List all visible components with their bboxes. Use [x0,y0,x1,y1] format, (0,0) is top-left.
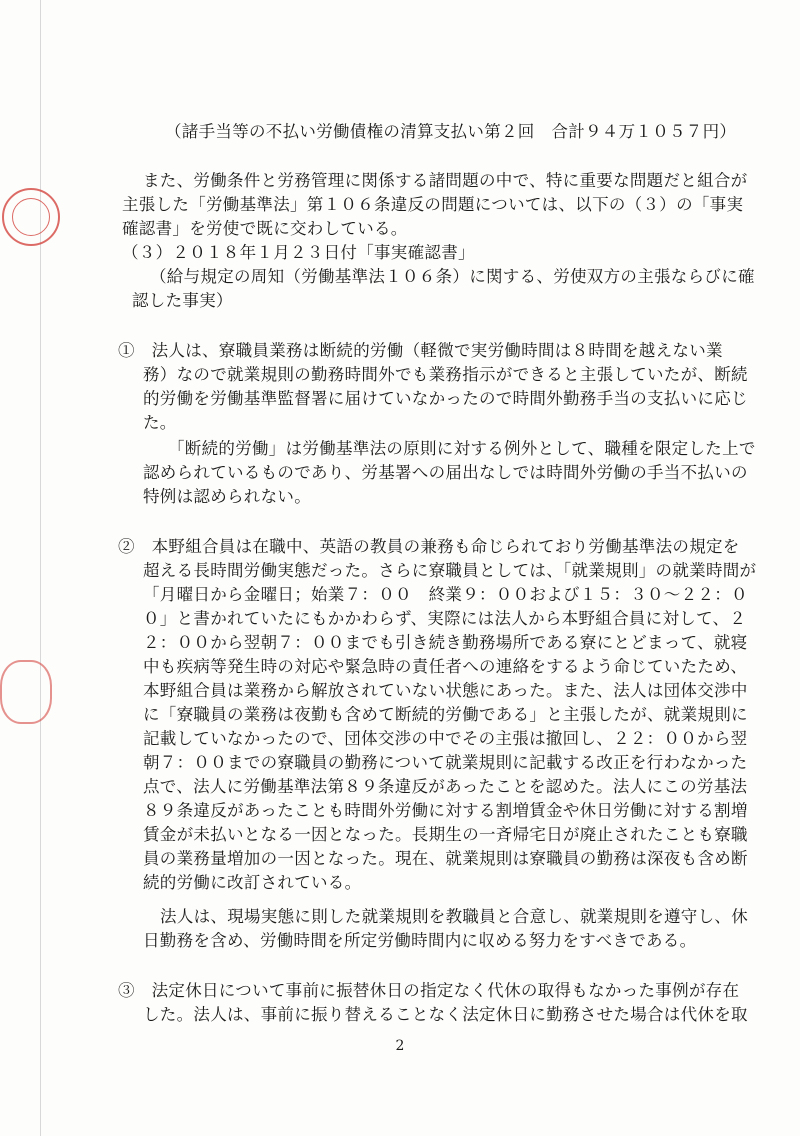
binding-margin-line [40,0,41,1136]
section-subtitle: （給与規定の周知（労働基準法１０６条）に関する、労使双方の主張ならびに確 [150,267,755,286]
item-2-line: 朝７：００までの寮職員の勤務について就業規則に記載する改正を行わなかった [143,753,748,772]
item-2-line: 超える長時間労働実態だった。さらに寮職員としては、「就業規則」の就業時間が [143,561,757,580]
item-2-line: 法人は、現場実態に則した就業規則を教職員と合意し、就業規則を遵守し、休 [160,907,748,926]
item-2-line: 続的労働に改訂されている。 [143,873,362,892]
item-2-line: ０」と書かれていたにもかかわらず、実際には法人から本野組合員に対して、２ [143,609,747,628]
item-2-line: 賃金が未払いとなる一因となった。長期生の一斉帰宅日が廃止されたことも寮職 [143,825,748,844]
item-2-line: 記載していなかったので、団体交渉の中でその主張は撤回し、２２：００から翌 [143,729,748,748]
item-2-line: に「寮職員の業務は夜勤も含めて断続的労働である」と主張したが、就業規則に [143,705,748,724]
body-line: また、労働条件と労務管理に関係する諸問題の中で、特に重要な問題だと組合が [143,171,748,190]
item-1-line: 認められているものであり、労基署への届出なしでは時間外労働の手当不払いの [143,463,748,482]
red-seal-stamp [2,188,60,246]
item-1-line: 「断続的労働」は労働基準法の原則に対する例外として、職種を限定した上で [168,439,756,458]
item-1-line: た。 [143,413,177,432]
section-subtitle: 認した事実） [132,291,233,310]
item-2-line: ２：００から翌朝７：００までも引き続き勤務場所である寮にとどまって、就寝 [143,633,748,652]
item-1-line: ① 法人は、寮職員業務は断続的労働（軽微で実労働時間は８時間を越えない業 [118,341,723,360]
faded-seal-stamp [0,660,52,724]
item-2-line: 「月曜日から金曜日；始業７：００ 終業９：００および１５：３０～２２：０ [143,585,748,604]
item-2-line: ② 本野組合員は在職中、英語の教員の兼務も命じられており労働基準法の規定を [118,537,740,556]
item-2-line: ８９条違反があったことも時間外労働に対する割増賃金や休日労働に対する割増 [143,801,748,820]
item-3-line: ③ 法定休日について事前に振替休日の指定なく代休の取得もなかった事例が存在 [118,981,740,1000]
body-line: 主張した「労働基準法」第１０６条違反の問題については、以下の（３）の「事実 [122,195,744,214]
summary-note: （諸手当等の不払い労働債権の清算支払い第２回 合計９４万１０５７円） [165,122,737,141]
item-1-line: 的労働を労働基準監督署に届けていなかったので時間外勤務手当の支払いに応じ [143,389,748,408]
section-heading: （３）２０１８年１月２３日付「事実確認書」 [122,243,475,262]
item-2-line: 日勤務を含め、労働時間を所定労働時間内に収める努力をすべきである。 [143,931,697,950]
item-2-line: 中も疾病等発生時の対応や緊急時の責任者への連絡をするよう命じていたため、 [143,657,748,676]
item-2-line: 点で、法人に労働基準法第８９条違反があったことを認めた。法人にこの労基法 [143,777,748,796]
item-1-line: 務）なので就業規則の勤務時間外でも業務指示ができると主張していたが、断続 [143,365,748,384]
item-1-line: 特例は認められない。 [143,487,311,506]
item-2-line: 本野組合員は業務から解放されていない状態にあった。また、法人は団体交渉中 [143,681,748,700]
page-number: 2 [395,1038,405,1054]
item-3-line: した。法人は、事前に振り替えることなく法定休日に勤務させた場合は代休を取 [143,1005,748,1024]
item-2-line: 員の業務量増加の一因となった。現在、就業規則は寮職員の勤務は深夜も含め断 [143,849,748,868]
body-line: 確認書」を労使で既に交わしている。 [122,219,408,238]
